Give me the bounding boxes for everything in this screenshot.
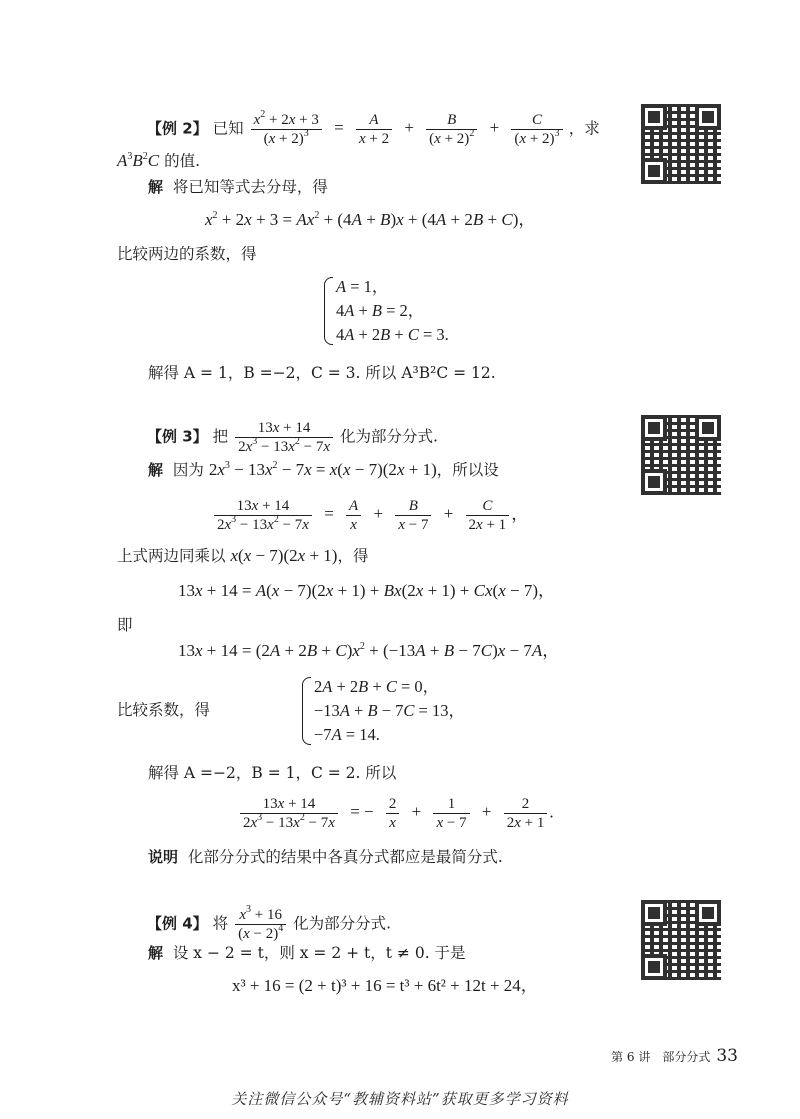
- example-3-solution: 解 因为 $2x^3 - 13x^2 - 7x = x(x - 7)(2x + 1)$，所以设: [148, 460, 499, 479]
- page-number: 33: [716, 1046, 738, 1066]
- equation: 13x + 14 = A(x − 7)(2x + 1) + Bx(2x + 1) + Cx(x − 7)，: [178, 581, 556, 600]
- example-3-result: 解得 A =−2，B = 1，C = 2. 所以: [148, 764, 397, 782]
- example-3-multiply: 上式两边同乘以 x(x − 7)(2x + 1)，得: [117, 546, 369, 565]
- qr-code[interactable]: [641, 415, 721, 495]
- example-3-ji: 即: [117, 616, 133, 634]
- example-3-tag: 【例 3】: [147, 427, 208, 446]
- example-4-tag: 【例 4】: [147, 914, 208, 933]
- example-4-statement: 【例 4】 将 $\frac{x^3 + 16}{(x - 2)^4}$ 化为部分分式.: [147, 904, 392, 942]
- qr-code[interactable]: [641, 104, 721, 184]
- example-2-result: 解得 A = 1，B =−2，C = 3. 所以 A³B²C = 12.: [148, 364, 496, 382]
- example-2-compare: 比较两边的系数，得: [117, 245, 257, 263]
- example-4-solution: 解 设 x − 2 = t，则 x = 2 + t，t ≠ 0. 于是: [148, 944, 466, 962]
- example-3-note: 说明 化部分分式的结果中各真分式都应是最简分式.: [148, 848, 503, 866]
- equation: $13x + 14 = (2A + 2B + C)x^2 + (-13A + B - 7C)x - 7A$，: [178, 641, 560, 660]
- equation-system: A = 1， 4A + B = 2， 4A + 2B + C = 3.: [324, 275, 449, 347]
- example-2-statement: 【例 2】 已知 $\frac{x^2 + 2x + 3}{(x + 2)^3}$ = $\frac{A}{x + 2}$ + $\frac{B}{(x + 2)^2}$ + $\frac{C}{(x + 2)^3}$ ，求: [147, 109, 600, 147]
- equation-system: 2A + 2B + C = 0， −13A + B − 7C = 13， −7A = 14.: [302, 675, 465, 747]
- example-2-tag: 【例 2】: [147, 119, 208, 138]
- equation: $x^2 + 2x + 3 = Ax^2 + (4A + B)x + (4A + 2B + C)$，: [205, 210, 536, 229]
- equation: $\frac{13x + 14}{2x^3 - 13x^2 - 7x}$ = $\frac{A}{x}$ + $\frac{B}{x - 7}$ + $\frac{C}{2x + 1}$ ，: [212, 497, 528, 534]
- equation: $\frac{13x + 14}{2x^3 - 13x^2 - 7x}$ = − $\frac{2}{x}$ + $\frac{1}{x - 7}$ + $\frac{2}{2x + 1}$ .: [238, 795, 554, 832]
- example-3-statement: 【例 3】 把 $\frac{13x + 14}{2x^3 - 13x^2 - 7x}$ 化为部分分式.: [147, 420, 438, 455]
- page-footer: [611, 1046, 738, 1066]
- chapter-title: 第 6 讲 部分分式: [611, 1050, 711, 1064]
- example-3-compare: 比较系数，得: [117, 701, 211, 719]
- watermark: 关注微信公众号“教辅资料站”获取更多学习资料: [231, 1090, 569, 1108]
- example-2-solution: 解 将已知等式去分母，得: [148, 178, 328, 196]
- qr-code[interactable]: [641, 900, 721, 980]
- example-2-question: $A^3B^2C$ 的值.: [117, 151, 200, 170]
- equation: x³ + 16 = (2 + t)³ + 16 = t³ + 6t² + 12t + 24，: [232, 976, 538, 995]
